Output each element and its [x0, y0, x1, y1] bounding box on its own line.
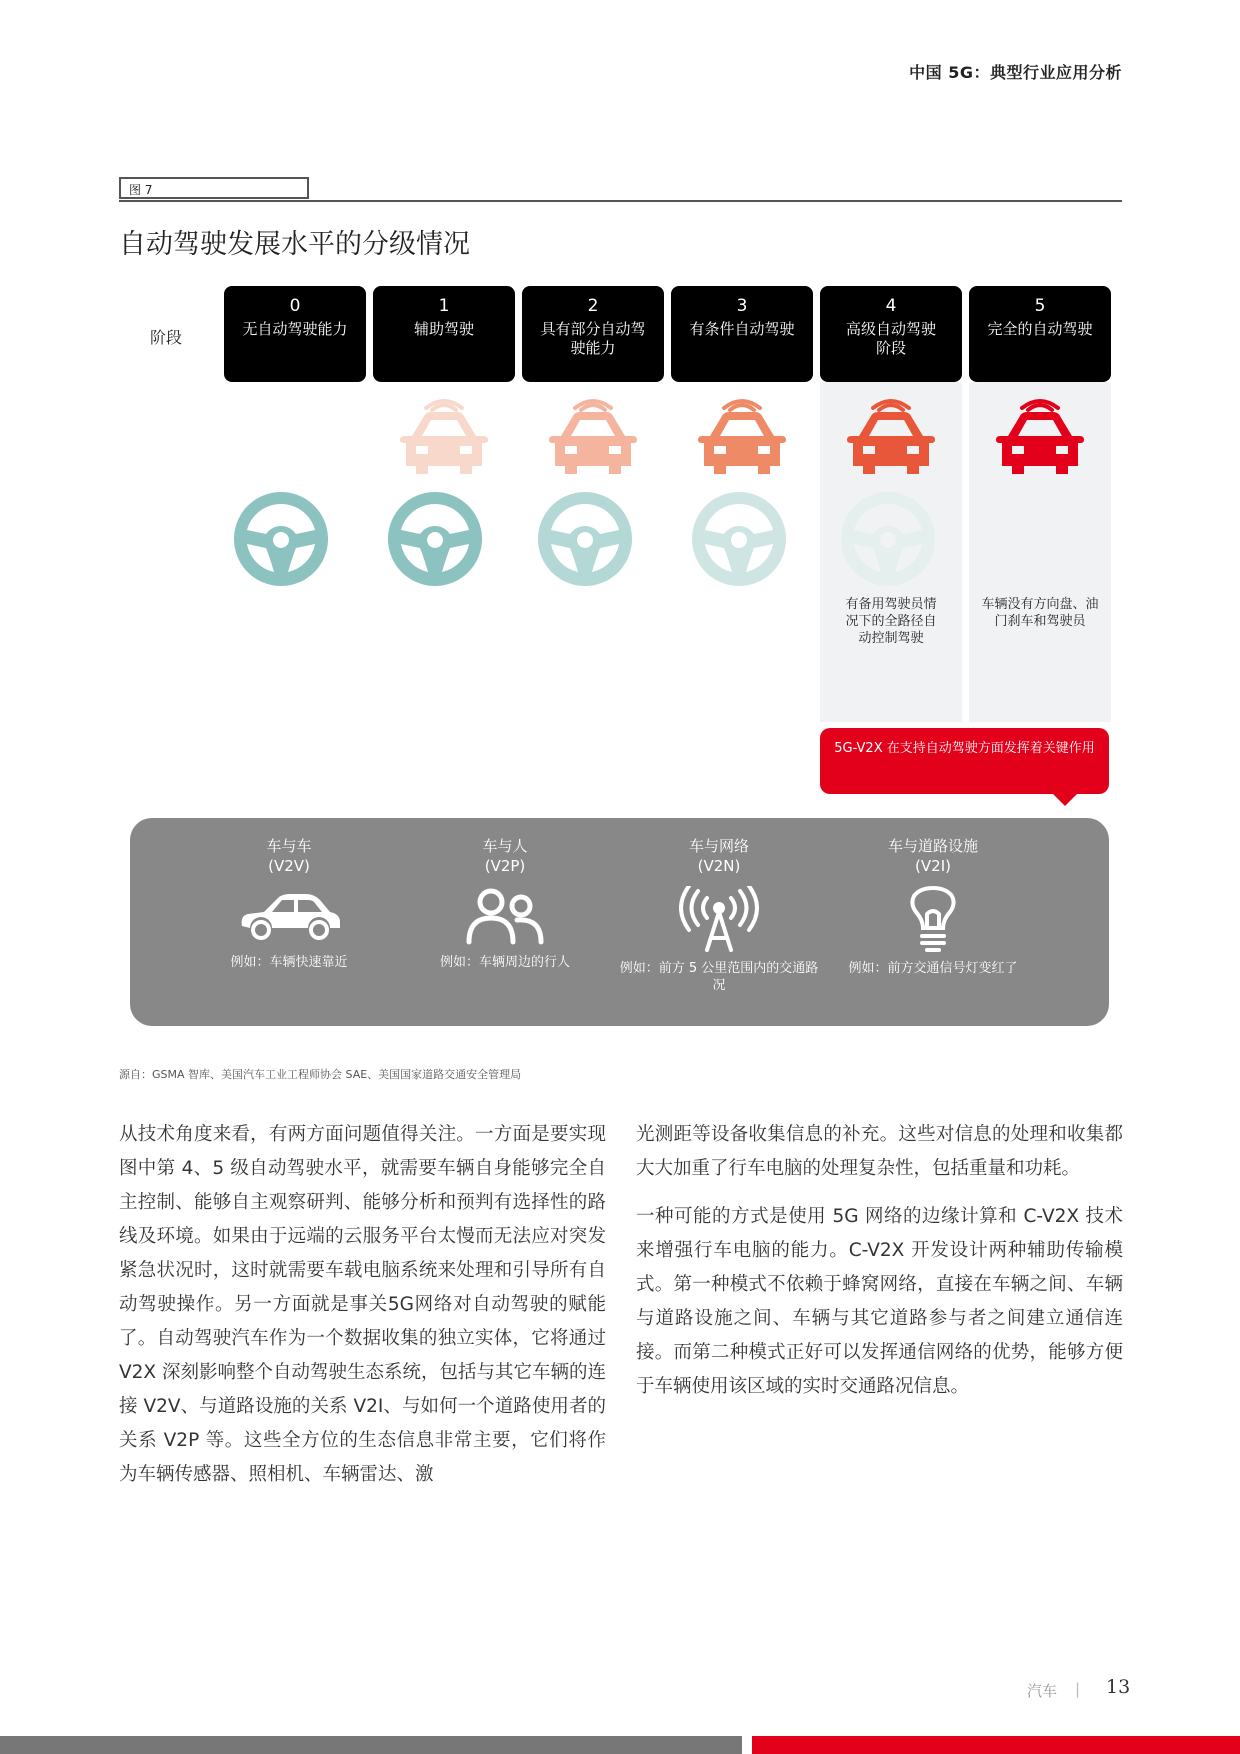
- v2x-callout: 5G-V2X 在支持自动驾驶方面发挥着关键作用: [820, 728, 1109, 794]
- page-number: 13: [1106, 1676, 1131, 1698]
- stage-number: 1: [438, 296, 450, 316]
- stage-1: [373, 286, 515, 382]
- car-icon: [234, 886, 344, 946]
- stage-0: [224, 286, 366, 382]
- car-icon: [696, 396, 788, 480]
- figure-source: 源自：GSMA 智库、美国汽车工业工程师协会 SAE、美国国家道路交通安全管理局: [119, 1068, 522, 1081]
- people-icon: [465, 886, 545, 946]
- v2x-abbr: (V2V): [268, 857, 310, 875]
- stage-number: 2: [587, 296, 599, 316]
- steering-wheel-icon: [538, 492, 632, 586]
- lightbulb-icon: [908, 886, 958, 952]
- steering-wheel-icon: [234, 492, 328, 586]
- v2x-title: 车与道路设施: [887, 837, 978, 855]
- body-right-column: [636, 1118, 1123, 1418]
- body-left-column: [119, 1118, 606, 1506]
- v2x-title: 车与人: [482, 837, 528, 855]
- stage-name: 无自动驾驶能力: [242, 320, 348, 338]
- v2v-item: [189, 836, 389, 971]
- footer-section: 汽车: [1027, 1682, 1058, 1700]
- steering-wheel-icon: [692, 492, 786, 586]
- car-icon: [845, 396, 937, 480]
- stage-5: [969, 286, 1111, 382]
- v2x-panel: [130, 818, 1109, 1026]
- paragraph: 一种可能的方式是使用 5G 网络的边缘计算和 C-V2X 技术来增强行车电脑的能力。C-V2X 开发设计两种辅助传输模式。第一种模式不依赖于蜂窝网络，直接在车辆之间、车辆与道路设施之间、车辆与其它道路参与者之间建立通信连接。而第二种模式正好可以发挥通信网络的优势，能够方便于车辆使用该区域的实时交通路况信息。: [636, 1206, 1123, 1397]
- car-icon: [547, 396, 639, 480]
- stage-4-note: 有备用驾驶员情况下的全路径自动控制驾驶: [845, 597, 937, 646]
- figure-label: 图 7: [119, 177, 309, 199]
- stage-name: 辅助驾驶: [413, 320, 474, 338]
- stage-4: [820, 286, 962, 382]
- stage-number: 5: [1034, 296, 1046, 316]
- v2x-example: 例如：前方交通信号灯变红了: [848, 961, 1018, 976]
- footer-bar-gray: [0, 1736, 742, 1754]
- paragraph: 光测距等设备收集信息的补充。这些对信息的处理和收集都大大加重了行车电脑的处理复杂性，包括重量和功耗。: [636, 1124, 1123, 1179]
- figure-title: 自动驾驶发展水平的分级情况: [119, 229, 470, 260]
- car-icon: [994, 396, 1086, 480]
- v2x-abbr: (V2I): [915, 857, 951, 875]
- figure-rule: [119, 200, 1122, 202]
- stage-5-note: 车辆没有方向盘、油门刹车和驾驶员: [981, 597, 1099, 629]
- stage-name: 具有部分自动驾驶能力: [540, 320, 646, 357]
- car-icon: [398, 396, 490, 480]
- stage-name: 高级自动驾驶阶段: [845, 320, 936, 357]
- stage-3: [671, 286, 813, 382]
- v2i-item: [833, 836, 1033, 977]
- footer-bar-red: [752, 1736, 1240, 1754]
- footer-separator: |: [1075, 1680, 1081, 1698]
- v2n-item: [619, 836, 819, 994]
- antenna-icon: [679, 886, 759, 952]
- v2x-abbr: (V2P): [484, 857, 526, 875]
- stage-name: 完全的自动驾驶: [987, 320, 1093, 338]
- stage-number: 3: [736, 296, 748, 316]
- v2x-example: 例如：前方 5 公里范围内的交通路况: [619, 961, 819, 993]
- stage-name: 有条件自动驾驶: [689, 320, 795, 338]
- stage-2: [522, 286, 664, 382]
- header-title: 中国 5G：典型行业应用分析: [909, 63, 1122, 82]
- stage-number: 0: [289, 296, 301, 316]
- steering-wheel-icon: [841, 492, 935, 586]
- stage-row-label: 阶段: [150, 328, 183, 347]
- stage-number: 4: [885, 296, 897, 316]
- v2x-example: 例如：车辆快速靠近: [230, 955, 348, 970]
- v2x-title: 车与车: [266, 837, 312, 855]
- v2x-abbr: (V2N): [697, 857, 741, 875]
- paragraph: 从技术角度来看，有两方面问题值得关注。一方面是要实现图中第 4、5 级自动驾驶水平，就需要车辆自身能够完全自主控制、能够自主观察研判、能够分析和预判有选择性的路线及环境。如果由于远端的云服务平台太慢而无法应对突发紧急状况时，这时就需要车载电脑系统来处理和引导所有自动驾驶操作。另一方面就是事关5G网络对自动驾驶的赋能了。自动驾驶汽车作为一个数据收集的独立实体，它将通过 V2X 深刻影响整个自动驾驶生态系统，包括与其它车辆的连接 V2V、与道路设施的关系 V2I、与如何一个道路使用者的关系 V2P 等。这些全方位的生态信息非常主要，它们将作为车辆传感器、照相机、车辆雷达、激: [119, 1124, 606, 1485]
- v2p-item: [405, 836, 605, 971]
- callout-pointer: [1053, 794, 1077, 806]
- v2x-example: 例如：车辆周边的行人: [439, 955, 570, 970]
- steering-wheel-icon: [388, 492, 482, 586]
- v2x-title: 车与网络: [688, 837, 749, 855]
